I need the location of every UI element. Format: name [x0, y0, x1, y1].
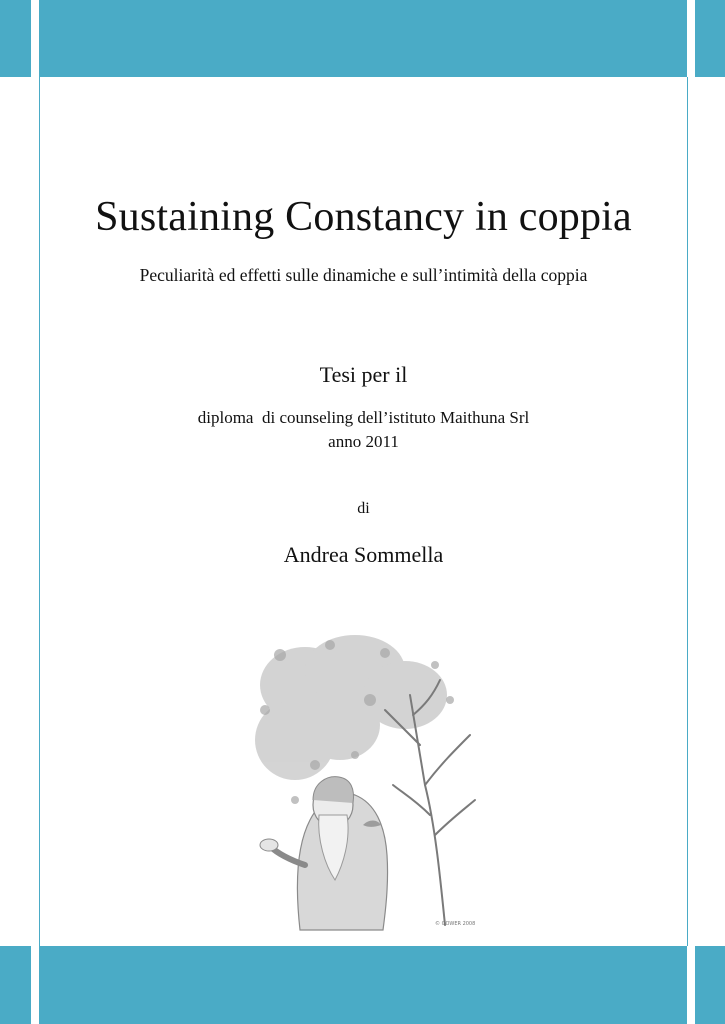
- right-margin-rule: [687, 77, 688, 946]
- footer-band-left: [0, 946, 31, 1024]
- header-band-right: [695, 0, 725, 77]
- thesis-label: Tesi per il: [319, 362, 408, 387]
- footer-band-right: [695, 946, 725, 1024]
- cover-content: [40, 77, 687, 946]
- svg-text:© GOWER 2008: © GOWER 2008: [435, 921, 476, 927]
- diploma-line: diploma di counseling dell’istituto Maithuna Srl: [197, 408, 530, 427]
- header-band-left: [0, 0, 31, 77]
- header-band: [39, 0, 687, 77]
- year-line: anno 2011: [328, 432, 399, 451]
- footer-band: [39, 946, 687, 1024]
- cover-subtitle: Peculiarità ed effetti sulle dinamiche e sull’intimità della coppia: [139, 265, 588, 285]
- cover-title: Sustaining Constancy in coppia: [95, 194, 632, 240]
- by-label: di: [357, 500, 370, 517]
- old-man-tree-drawing-icon: [235, 625, 492, 933]
- author-name: Andrea Sommella: [283, 542, 444, 567]
